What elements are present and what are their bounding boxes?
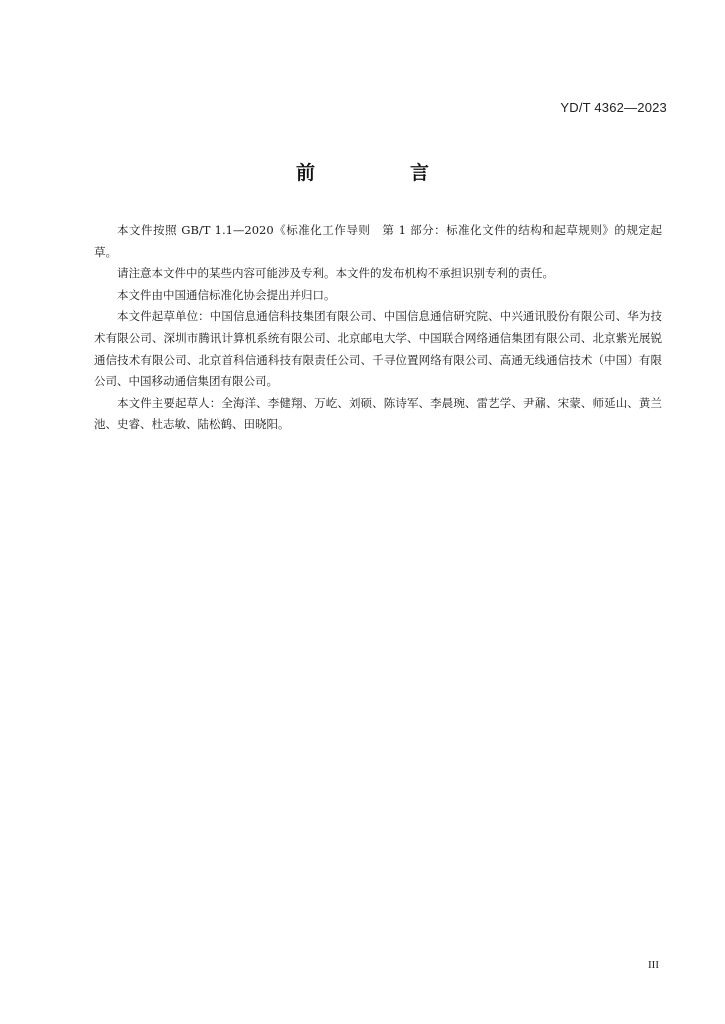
- document-code: YD/T 4362—2023: [560, 100, 667, 115]
- paragraph-patent-notice: 请注意本文件中的某些内容可能涉及专利。本文件的发布机构不承担识别专利的责任。: [117, 266, 554, 281]
- paragraph-proposer: 本文件由中国通信标准化协会提出并归口。: [117, 287, 336, 302]
- paragraph-drafting-units: 本文件起草单位：中国信息通信科技集团有限公司、中国信息通信研究院、中兴通讯股份有限公司、华为技术有限公司、深圳市腾讯计算机系统有限公司、北京邮电大学、中国联合网络通信集团有限公司、北京紫光展锐通信技术有限公司、北京首科信通科技有限责任公司、千寻位置网络有限公司、高通无线通信技术（中国）有限公司、中国移动通信集团有限公司。: [94, 309, 662, 389]
- page-title: 前 言: [295, 162, 467, 184]
- paragraph-drafting-rules: 本文件按照 GB/T 1.1—2020《标准化工作导则 第 1 部分：标准化文件的结构和起草规则》的规定起草。: [94, 223, 662, 259]
- paragraph-main-drafters: 本文件主要起草人：全海洋、李健翔、万屹、刘硕、陈诗军、李晨琬、雷艺学、尹鼐、宋蒙、师延山、黄兰池、史睿、杜志敏、陆松鹤、田晓阳。: [94, 395, 662, 432]
- foreword-body: [94, 220, 662, 436]
- page-number: III: [648, 959, 659, 971]
